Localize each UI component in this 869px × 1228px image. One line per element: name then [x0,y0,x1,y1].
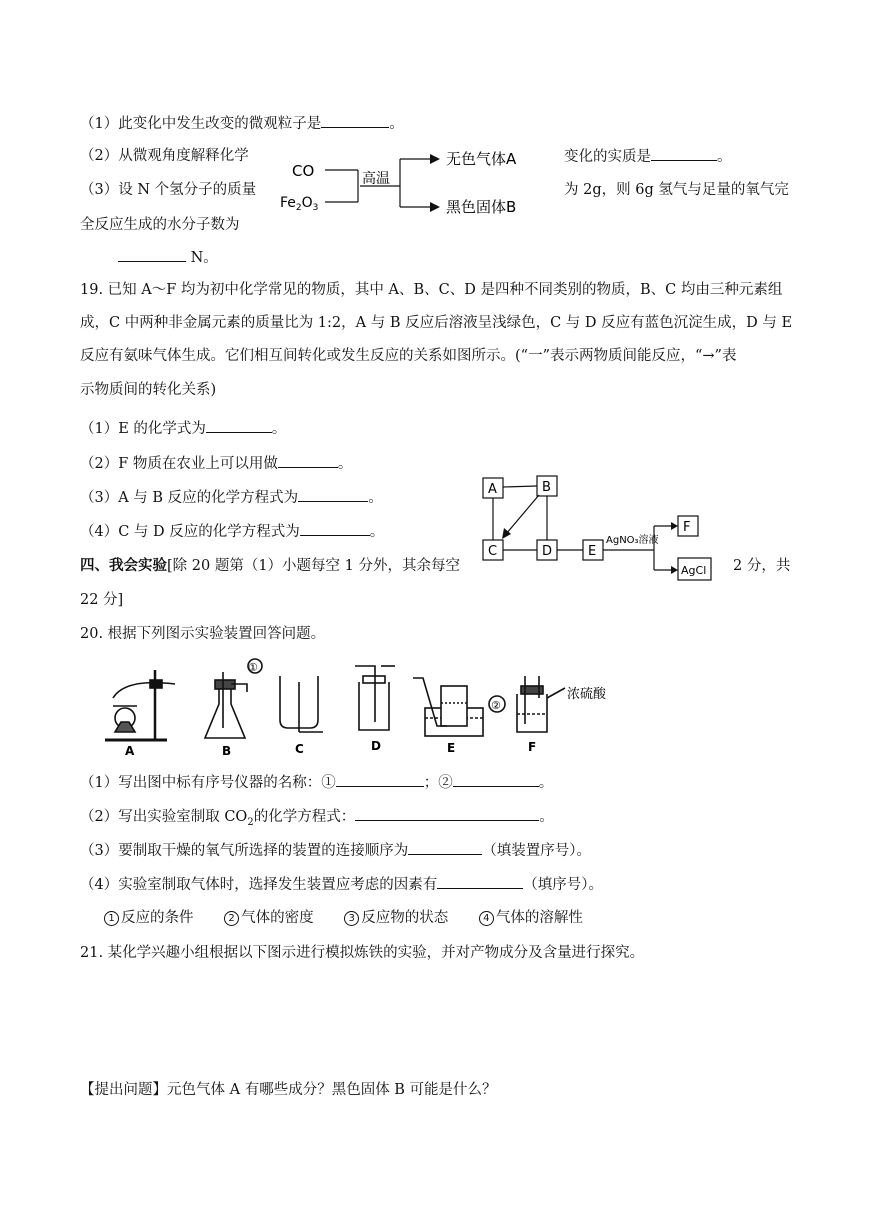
q20-stem: 20. 根据下列图示实验装置回答问题。 [80,626,326,642]
option-2: 2 气体的密度 [224,908,314,928]
q19-stem-4: 示物质间的转化关系) [80,382,217,398]
label-a: A [125,744,135,758]
section4-heading: 四、我会实验[除 20 题第（1）小题每空 1 分外，其余每空 [80,558,460,574]
answer-blank[interactable] [651,146,717,161]
apparatus-figure [95,658,625,758]
mark-2: ② [491,699,501,712]
q19-sub4: （4）C 与 D 反应的化学方程式为 。 [80,521,384,542]
fe2o3-label: $Fe_2O_3$ [280,195,319,213]
q19-sub3: （3）A 与 B 反应的化学方程式为 。 [80,487,383,508]
mark-1: ① [248,661,258,674]
q21-question: 【提出问题】元色气体 A 有哪些成分？黑色固体 B 可能是什么？ [80,1082,497,1098]
section4-note-cont: 22 分] [80,592,124,608]
q20-sub1: （1）写出图中标有序号仪器的名称：① ；② 。 [80,772,553,793]
q19-stem-1: 19. 已知 A～F 均为初中化学常见的物质，其中 A、B、C、D 是四种不同类别的物质，B、C 均由三种元素组 [80,282,783,298]
co-label: CO [292,162,315,180]
option-3: 3 反应物的状态 [344,908,448,928]
label-b: B [222,744,232,758]
q19-stem-3: 反应有氨味气体生成。它们相互间转化或发生反应的关系如图所示。(“一”表示两物质间能反应，“→”表 [80,348,737,364]
reaction-diagram [270,145,550,225]
node-c: C [488,544,498,559]
product-b-label: 黑色固体B [446,198,517,216]
acid-label: 浓硫酸 [567,687,607,702]
answer-blank[interactable] [453,772,539,787]
condition-label: 高温 [362,171,390,187]
section4-note-right: 2 分，共 [733,558,791,574]
answer-blank[interactable] [300,521,370,536]
apparatus-a [105,670,175,740]
label-d: D [371,739,381,753]
node-e: E [588,544,597,559]
q18-part2-right: 变化的实质是 。 [564,146,732,167]
option-4: 4 气体的溶解性 [479,908,583,928]
answer-blank[interactable] [206,418,272,433]
q18-part2: （2）从微观角度解释化学 [80,148,249,164]
answer-blank[interactable] [336,772,424,787]
product-a-label: 无色气体A [446,150,517,168]
node-f: F [683,520,691,535]
label-c: C [295,742,304,756]
q21-stem: 21. 某化学兴趣小组根据以下图示进行模拟炼铁的实验，并对产物成分及含量进行探究。 [80,945,645,961]
q18-part1: （1）此变化中发生改变的微观粒子是 。 [80,113,404,134]
q19-stem-2: 成，C 中两种非金属元素的质量比为 1:2，A 与 B 反应后溶液呈浅绿色，C 与 D 反应有蓝色沉淀生成，D 与 E [80,315,793,331]
node-d: D [542,544,553,559]
q19-sub2: （2）F 物质在农业上可以用做 。 [80,453,352,474]
answer-blank[interactable] [355,806,539,821]
answer-blank[interactable] [437,874,523,889]
relation-diagram [476,470,726,585]
q20-sub4: （4）实验室制取气体时，选择发生装置应考虑的因素有 （填序号）。 [80,874,603,895]
apparatus-f [517,676,565,732]
answer-blank[interactable] [118,247,186,262]
node-a: A [488,482,497,497]
q19-sub1: （1）E 的化学式为 。 [80,418,286,439]
q20-options [104,908,609,928]
section-title: 四、我会实验 [80,558,167,574]
label-e: E [447,741,456,755]
q18-part3-cont: 全反应生成的水分子数为 [80,217,240,233]
q18-part3-right: 为 2g，则 6g 氢气与足量的氧气完 [564,182,789,198]
q20-sub3: （3）要制取干燥的氧气所选择的装置的连接顺序为 （填装置序号）。 [80,840,591,861]
answer-blank[interactable] [408,840,482,855]
apparatus-c [280,676,323,732]
q20-sub2: （2）写出实验室制取 $CO_2$的化学方程式： 。 [80,806,554,833]
q18-part3-answer: N。 [118,247,218,268]
node-agcl: AgCl [681,564,707,577]
label-f: F [528,740,537,754]
reagent-label: AgNO₃溶液 [606,535,659,546]
answer-blank[interactable] [278,453,338,468]
node-b: B [542,480,551,495]
apparatus-d [355,666,395,730]
answer-blank[interactable] [298,487,368,502]
answer-blank[interactable] [321,113,389,128]
option-1: 1 反应的条件 [104,908,194,928]
q18-part3: （3）设 N 个氢分子的质量 [80,182,257,198]
